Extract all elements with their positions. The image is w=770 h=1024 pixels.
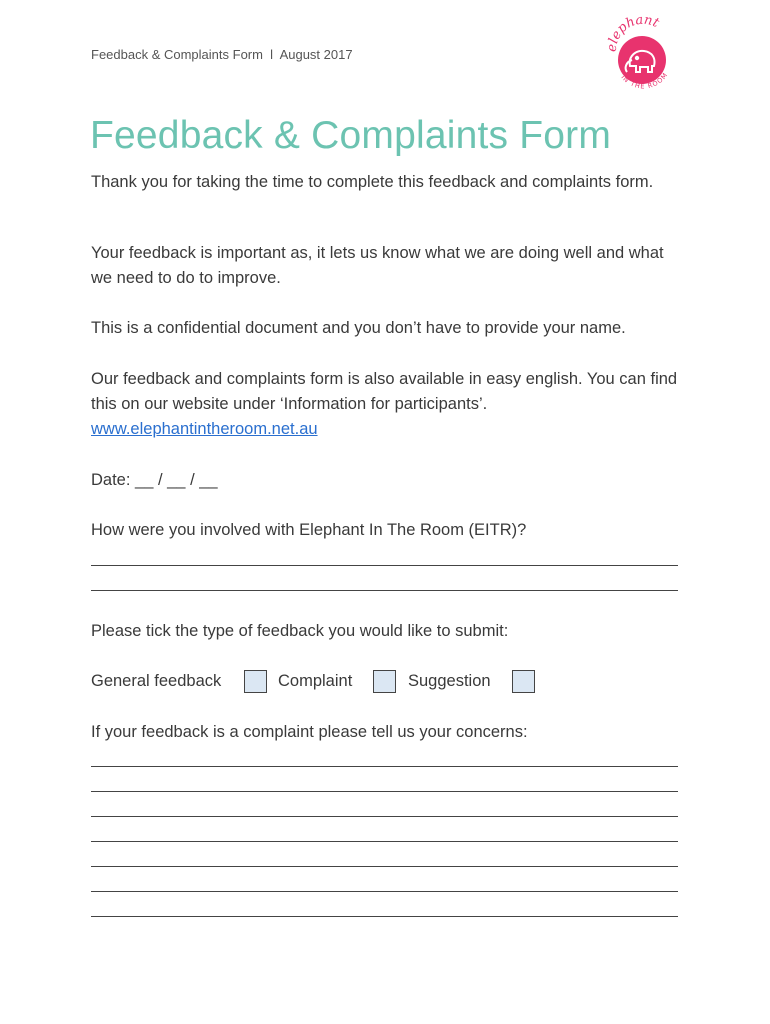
running-header: Feedback & Complaints Form l August 2017 bbox=[91, 47, 353, 62]
easy-english-paragraph bbox=[91, 367, 681, 442]
elephant-logo-icon bbox=[606, 14, 678, 92]
concerns-answer-line[interactable] bbox=[91, 766, 678, 767]
general-feedback-label: General feedback bbox=[91, 672, 222, 690]
concerns-answer-line[interactable] bbox=[91, 816, 678, 817]
confidential-paragraph: This is a confidential document and you don’t have to provide your name. bbox=[91, 319, 626, 337]
page-title: Feedback & Complaints Form bbox=[90, 114, 612, 157]
involvement-answer-line[interactable] bbox=[91, 590, 678, 591]
general-feedback-checkbox[interactable] bbox=[244, 670, 267, 693]
svg-text:IN THE ROOM: IN THE ROOM bbox=[619, 70, 670, 91]
date-field-label: Date: __ / __ / __ bbox=[91, 471, 218, 489]
concerns-answer-line[interactable] bbox=[91, 866, 678, 867]
easy-english-text: Our feedback and complaints form is also available in easy english. You can find this on our website under ‘Information for participants’. bbox=[91, 370, 678, 413]
tick-prompt: Please tick the type of feedback you would like to submit: bbox=[91, 622, 509, 640]
concerns-answer-line[interactable] bbox=[91, 891, 678, 892]
suggestion-checkbox[interactable] bbox=[512, 670, 535, 693]
complaint-checkbox[interactable] bbox=[373, 670, 396, 693]
concerns-answer-line[interactable] bbox=[91, 791, 678, 792]
svg-text:elephant: elephant bbox=[606, 14, 662, 53]
importance-paragraph: Your feedback is important as, it lets us know what we are doing well and what we need to do to improve. bbox=[91, 244, 664, 287]
involvement-question: How were you involved with Elephant In The Room (EITR)? bbox=[91, 521, 527, 539]
concerns-answer-line[interactable] bbox=[91, 916, 678, 917]
concerns-prompt: If your feedback is a complaint please tell us your concerns: bbox=[91, 723, 528, 741]
suggestion-label: Suggestion bbox=[408, 672, 491, 690]
concerns-answer-line[interactable] bbox=[91, 841, 678, 842]
involvement-answer-line[interactable] bbox=[91, 565, 678, 566]
website-link[interactable]: www.elephantintheroom.net.au bbox=[91, 420, 318, 438]
complaint-label: Complaint bbox=[278, 672, 353, 690]
intro-paragraph: Thank you for taking the time to complete this feedback and complaints form. bbox=[91, 173, 654, 191]
